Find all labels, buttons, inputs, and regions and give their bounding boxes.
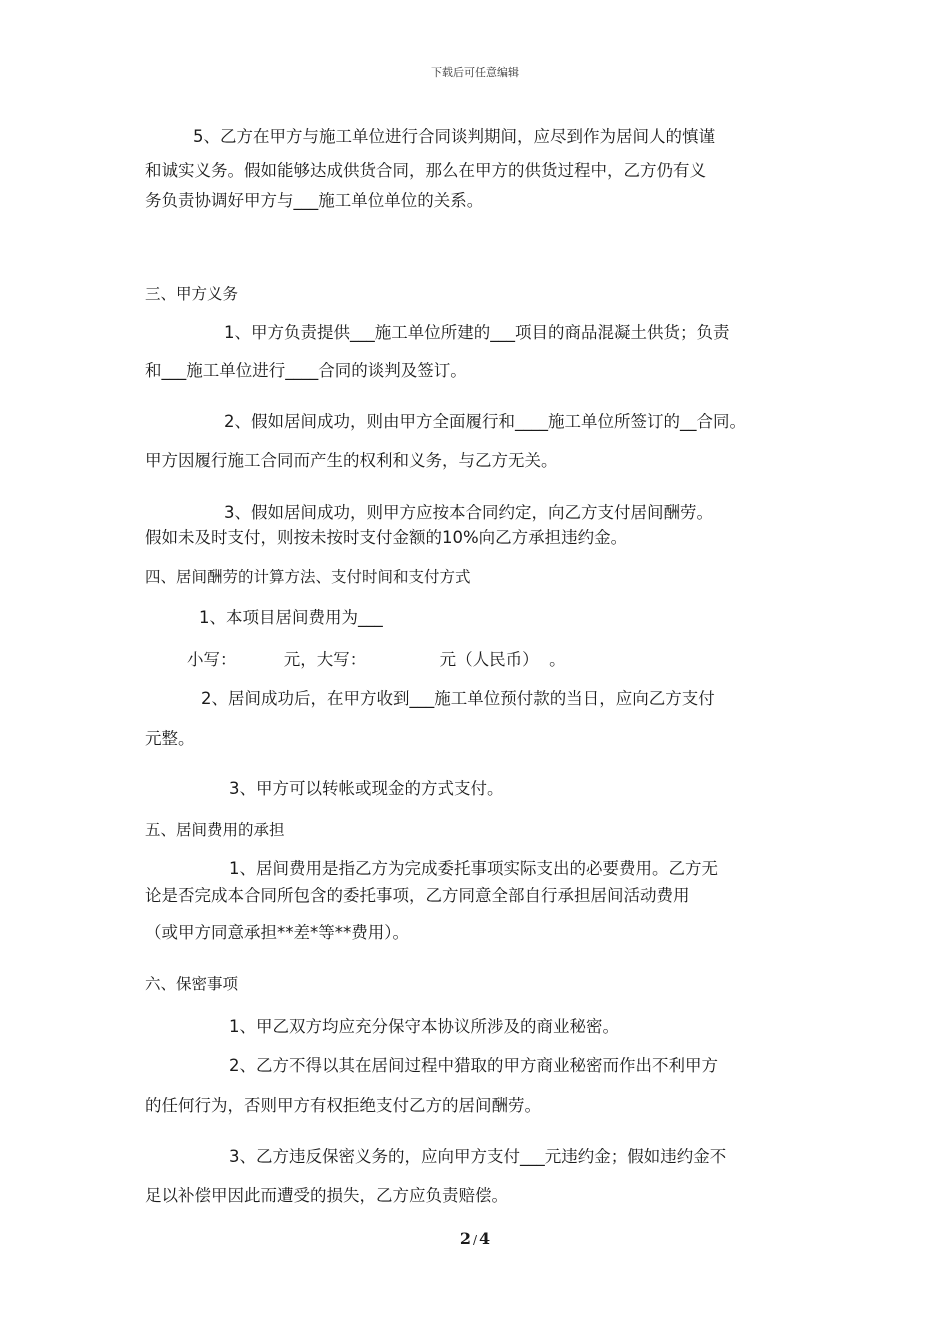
clause-line: 小写： 元，大写： 元（人民币） 。 [187,650,566,669]
page-current: 2 [459,1229,471,1248]
clause-line: 3、乙方违反保密义务的，应向甲方支付___元违约金；假如违约金不 [229,1147,727,1166]
clause-line: 的任何行为，否则甲方有权拒绝支付乙方的居间酬劳。 [145,1096,541,1115]
page-header: 下载后可任意编辑 [431,66,519,79]
clause-line: 1、甲乙双方均应充分保守本协议所涉及的商业秘密。 [229,1017,619,1036]
clause-line: 1、居间费用是指乙方为完成委托事项实际支出的必要费用。乙方无 [229,859,718,878]
clause-line: 1、本项目居间费用为___ [199,608,383,627]
clause-line: 足以补偿甲因此而遭受的损失，乙方应负责赔偿。 [145,1186,508,1205]
page-separator: / [472,1233,478,1247]
clause-line: （或甲方同意承担**差*等**费用）。 [145,923,409,942]
section-heading: 五、居间费用的承担 [145,821,285,839]
clause-line: 2、乙方不得以其在居间过程中猎取的甲方商业秘密而作出不利甲方 [229,1056,718,1075]
clause-line: 假如未及时支付，则按未按时支付金额的10%向乙方承担违约金。 [145,528,628,547]
clause-line: 2、假如居间成功，则由甲方全面履行和____施工单位所签订的__合同。 [224,412,746,431]
clause-line: 3、甲方可以转帐或现金的方式支付。 [229,779,504,798]
clause-line: 元整。 [145,729,195,748]
paragraph-line: 务负责协调好甲方与___施工单位单位的关系。 [145,191,484,210]
page-number [0,1229,950,1248]
page-total: 4 [479,1229,491,1248]
clause-line: 论是否完成本合同所包含的委托事项，乙方同意全部自行承担居间活动费用 [145,886,690,905]
paragraph-line: 和诚实义务。假如能够达成供货合同，那么在甲方的供货过程中，乙方仍有义 [145,161,706,180]
clause-line: 甲方因履行施工合同而产生的权利和义务，与乙方无关。 [145,451,558,470]
section-heading: 四、居间酬劳的计算方法、支付时间和支付方式 [145,568,471,586]
paragraph-line: 5、乙方在甲方与施工单位进行合同谈判期间，应尽到作为居间人的慎谨 [193,127,715,146]
section-heading: 六、保密事项 [145,975,239,993]
clause-line: 2、居间成功后，在甲方收到___施工单位预付款的当日，应向乙方支付 [201,689,715,708]
section-heading: 三、甲方义务 [145,285,239,303]
clause-line: 3、假如居间成功，则甲方应按本合同约定，向乙方支付居间酬劳。 [224,503,713,522]
clause-line: 和___施工单位进行____合同的谈判及签订。 [145,361,467,380]
clause-line: 1、甲方负责提供___施工单位所建的___项目的商品混凝土供货；负责 [224,323,730,342]
